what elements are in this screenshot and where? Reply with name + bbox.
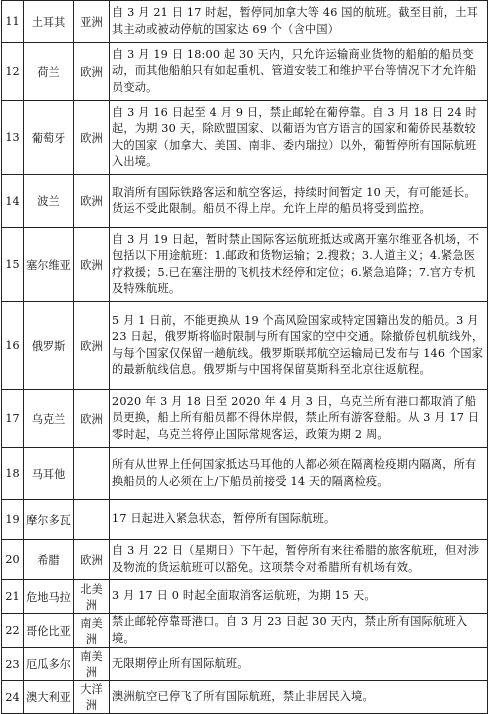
row-number: 20 (2, 540, 24, 580)
table-row (2, 500, 488, 540)
country-cell: 摩尔多瓦 (24, 500, 74, 540)
table-row (2, 540, 488, 580)
country-cell: 哥伦比亚 (24, 614, 74, 648)
measure-cell: 无限期停止所有国际航班。 (110, 648, 488, 681)
country-cell: 乌克兰 (24, 390, 74, 448)
row-number: 15 (2, 228, 24, 302)
row-number: 23 (2, 648, 24, 681)
row-number: 16 (2, 302, 24, 390)
row-number: 13 (2, 101, 24, 175)
measure-cell: 自 3 月 19 日 18:00 起 30 天内，只允许运输商业货物的船舶的船员变动，而其他船舶只有如起重机、管道安装工和维护平台等情况下才允许船员变动。 (110, 43, 488, 101)
row-number: 22 (2, 614, 24, 648)
country-cell: 荷兰 (24, 43, 74, 101)
table-row (2, 448, 488, 500)
region-cell: 南美洲 (74, 648, 110, 681)
region-cell: 欧洲 (74, 175, 110, 228)
region-cell: 大洋洲 (74, 681, 110, 714)
measure-cell: 所有从世界上任何国家抵达马耳他的人都必须在隔离检疫期内隔离，所有换船员的人必须在上/下船员前接受 14 天的隔离检疫。 (110, 448, 488, 500)
region-cell: 欧洲 (74, 101, 110, 175)
measure-cell: 2020 年 3 月 18 日至 2020 年 4 月 3 日，乌克兰所有港口都取消了船员更换，船上所有船员都不得休岸假，禁止所有游客登船。从 3 月 17 日零时起，乌克兰将停止国际常规客运，政策为期 2 周。 (110, 390, 488, 448)
measure-cell: 3 月 17 日 0 时起全面取消客运航班，为期 15 天。 (110, 580, 488, 614)
row-number: 18 (2, 448, 24, 500)
row-number: 19 (2, 500, 24, 540)
region-cell: 欧洲 (74, 228, 110, 302)
region-cell (74, 448, 110, 500)
country-cell: 波兰 (24, 175, 74, 228)
row-number: 12 (2, 43, 24, 101)
measure-cell: 17 日起进入紧急状态，暂停所有国际航班。 (110, 500, 488, 540)
country-cell: 塞尔维亚 (24, 228, 74, 302)
travel-restrictions-table (1, 0, 488, 714)
table-row (2, 614, 488, 648)
region-cell: 欧洲 (74, 302, 110, 390)
region-cell: 南美洲 (74, 614, 110, 648)
country-cell: 马耳他 (24, 448, 74, 500)
table-row (2, 43, 488, 101)
table-row (2, 101, 488, 175)
country-cell: 葡萄牙 (24, 101, 74, 175)
table-row (2, 175, 488, 228)
row-number: 17 (2, 390, 24, 448)
measure-cell: 澳洲航空已停飞了所有国际航班，禁止非居民入境。 (110, 681, 488, 714)
table-row (2, 390, 488, 448)
measure-cell: 取消所有国际铁路客运和航空客运，持续时间暂定 10 天，有可能延长。货运不受此限制。船员不得上岸。允许上岸的船员将受到监控。 (110, 175, 488, 228)
table-row (2, 580, 488, 614)
table-row (2, 1, 488, 43)
measure-cell: 自 3 月 22 日（星期日）下午起，暂停所有来往希腊的旅客航班，但对涉及物流的货运航班可以豁免。这项禁令对希腊所有机场有效。 (110, 540, 488, 580)
region-cell: 亚洲 (74, 1, 110, 43)
region-cell: 北美洲 (74, 580, 110, 614)
row-number: 24 (2, 681, 24, 714)
country-cell: 土耳其 (24, 1, 74, 43)
measure-cell: 5 月 1 日前，不能更换从 19 个高风险国家或特定国籍出发的船员。3 月 23 日起，俄罗斯将临时限制与所有国家的空中交通。除撤侨包机航线外，与每个国家仅保留一趟航线。俄罗斯联邦航空运输局已发布与 146 个国家的最新航线信息。俄罗斯与中国将保留莫斯科至北京往返航程。 (110, 302, 488, 390)
table-row (2, 648, 488, 681)
row-number: 21 (2, 580, 24, 614)
row-number: 14 (2, 175, 24, 228)
measure-cell: 自 3 月 16 日起至 4 月 9 日，禁止邮轮在葡停靠。自 3 月 18 日 24 时起，为期 30 天，除欧盟国家、以葡语为官方语言的国家和葡侨民基数较大的国家（加拿大、美国、南非、委内瑞拉）以外，葡暂停所有国际航班入出境。 (110, 101, 488, 175)
region-cell: 欧洲 (74, 540, 110, 580)
country-cell: 危地马拉 (24, 580, 74, 614)
table-row (2, 228, 488, 302)
region-cell (74, 500, 110, 540)
country-cell: 厄瓜多尔 (24, 648, 74, 681)
measure-cell: 自 3 月 21 日 17 时起，暂停同加拿大等 46 国的航班。截至目前，土耳其主动或被动停航的国家达 69 个（含中国） (110, 1, 488, 43)
table-row (2, 681, 488, 714)
region-cell: 欧洲 (74, 390, 110, 448)
measure-cell: 自 3 月 19 日起，暂时禁止国际客运航班抵达或离开塞尔维亚各机场，不包括以下用途航班：1.邮政和货物运输；2.搜救；3.人道主义；4.紧急医疗救援；5.已在塞注册的飞机技术经停和定位；6.紧急追降；7.官方专机及特殊航班。 (110, 228, 488, 302)
country-cell: 澳大利亚 (24, 681, 74, 714)
country-cell: 俄罗斯 (24, 302, 74, 390)
measure-cell: 禁止邮轮停靠哥港口。自 3 月 23 日起 30 天内，禁止所有国际航班入境。 (110, 614, 488, 648)
table-row (2, 302, 488, 390)
country-cell: 希腊 (24, 540, 74, 580)
region-cell: 欧洲 (74, 43, 110, 101)
row-number: 11 (2, 1, 24, 43)
